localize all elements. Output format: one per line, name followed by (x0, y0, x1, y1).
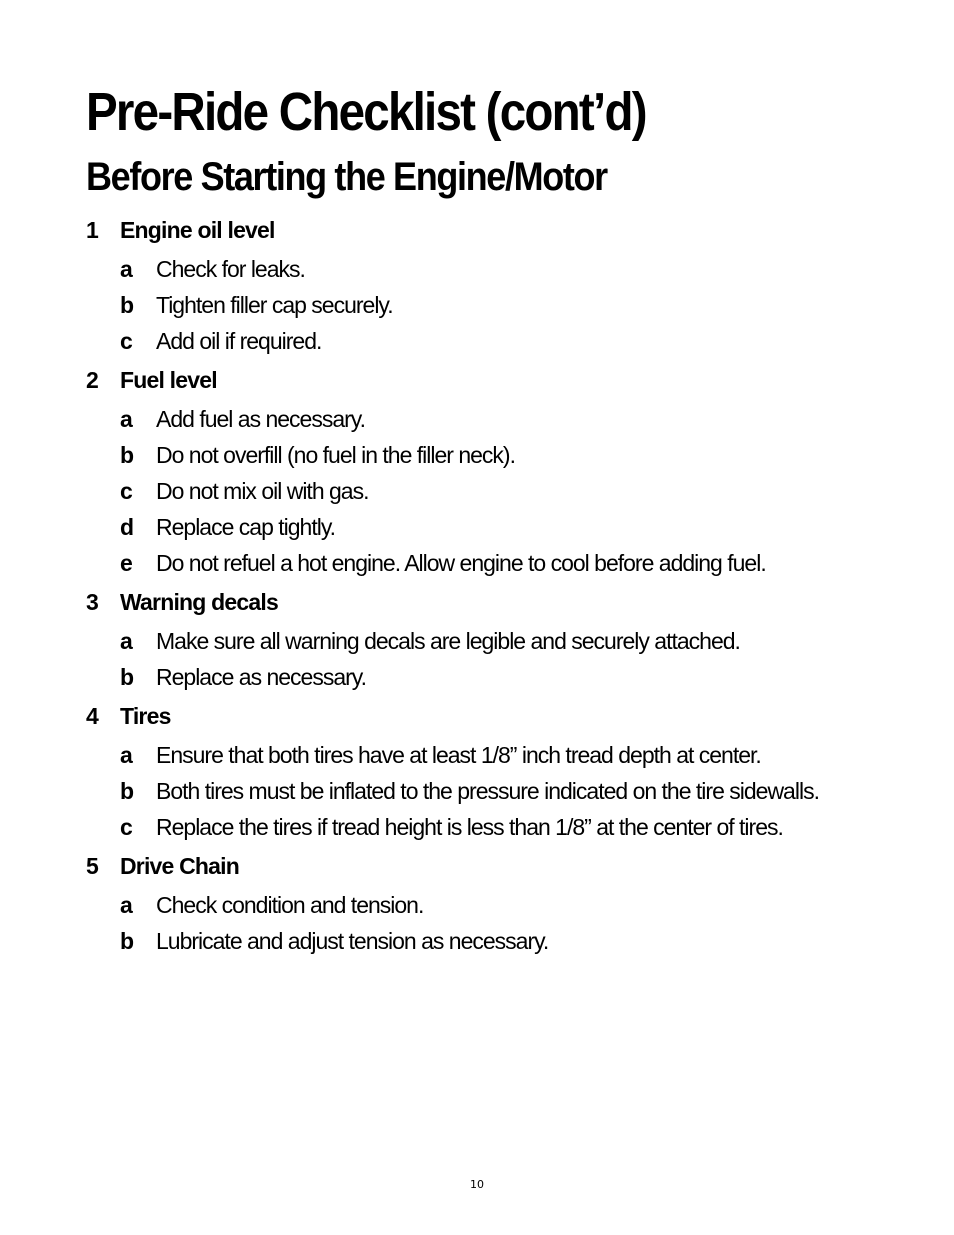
item-text: Lubricate and adjust tension as necessary. (156, 928, 549, 954)
page-subtitle: Before Starting the Engine/Motor (86, 155, 607, 199)
item-letter: a (120, 406, 132, 432)
item-text: Replace the tires if tread height is less than 1/8” at the center of tires. (156, 814, 783, 840)
section-heading-text: Tires (120, 703, 171, 729)
item-text: Check for leaks. (156, 256, 305, 282)
item-text: Do not mix oil with gas. (156, 478, 369, 504)
section-heading-text: Engine oil level (120, 217, 275, 243)
page-title: Pre-Ride Checklist (cont’d) (86, 82, 646, 142)
checklist-item (120, 890, 926, 920)
checklist-item (120, 662, 926, 692)
checklist-section-heading (86, 212, 926, 248)
section-items (120, 404, 926, 578)
section-number: 4 (86, 703, 98, 729)
checklist-item (120, 404, 926, 434)
item-text: Ensure that both tires have at least 1/8” inch tread depth at center. (156, 742, 761, 768)
page-number: 10 (470, 1178, 484, 1191)
item-text: Add oil if required. (156, 328, 322, 354)
item-letter: b (120, 292, 134, 318)
checklist-item (120, 626, 926, 656)
item-letter: a (120, 892, 132, 918)
section-items (120, 626, 926, 692)
checklist-item (120, 440, 926, 470)
item-letter: b (120, 442, 134, 468)
checklist-section-heading (86, 362, 926, 398)
item-text: Both tires must be inflated to the pressure indicated on the tire sidewalls. (156, 778, 819, 804)
checklist-item (120, 476, 926, 506)
section-heading-text: Fuel level (120, 367, 217, 393)
item-text: Do not overfill (no fuel in the filler neck). (156, 442, 515, 468)
item-letter: c (120, 478, 132, 504)
checklist-item (120, 254, 926, 284)
item-letter: a (120, 256, 132, 282)
checklist-item (120, 812, 926, 842)
section-number: 2 (86, 367, 98, 393)
checklist-section-heading (86, 848, 926, 884)
section-heading-text: Warning decals (120, 589, 278, 615)
checklist-section-heading (86, 584, 926, 620)
item-text: Tighten filler cap securely. (156, 292, 393, 318)
section-number: 3 (86, 589, 98, 615)
checklist (86, 208, 926, 962)
section-heading-text: Drive Chain (120, 853, 240, 879)
section-number: 5 (86, 853, 98, 879)
checklist-item (120, 926, 926, 956)
section-items (120, 890, 926, 956)
checklist-item (120, 548, 926, 578)
section-number: 1 (86, 217, 98, 243)
item-letter: c (120, 814, 132, 840)
item-letter: a (120, 628, 132, 654)
item-letter: b (120, 778, 134, 804)
item-text: Do not refuel a hot engine. Allow engine to cool before adding fuel. (156, 550, 766, 576)
item-letter: b (120, 664, 134, 690)
item-letter: b (120, 928, 134, 954)
item-text: Replace as necessary. (156, 664, 366, 690)
item-letter: e (120, 550, 132, 576)
checklist-item (120, 512, 926, 542)
item-letter: c (120, 328, 132, 354)
checklist-item (120, 326, 926, 356)
checklist-item (120, 290, 926, 320)
checklist-item (120, 776, 926, 806)
section-items (120, 254, 926, 356)
item-text: Make sure all warning decals are legible and securely attached. (156, 628, 740, 654)
checklist-section-heading (86, 698, 926, 734)
section-items (120, 740, 926, 842)
item-letter: d (120, 514, 134, 540)
item-text: Check condition and tension. (156, 892, 424, 918)
item-text: Replace cap tightly. (156, 514, 336, 540)
checklist-item (120, 740, 926, 770)
item-text: Add fuel as necessary. (156, 406, 365, 432)
item-letter: a (120, 742, 132, 768)
